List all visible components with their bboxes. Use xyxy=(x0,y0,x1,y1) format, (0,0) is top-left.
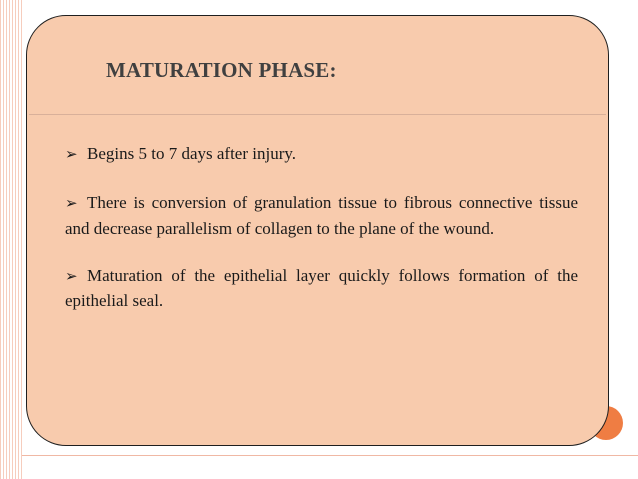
arrow-bullet-icon: ➢ xyxy=(65,268,78,285)
decorative-stripes xyxy=(0,0,22,479)
bullet-item xyxy=(65,191,578,240)
bullet-item xyxy=(65,142,578,168)
bullet-list xyxy=(65,142,578,336)
bullet-text: There is conversion of granulation tissue to fibrous connective tissue and decrease parallelism of collagen to the plane of the wound. xyxy=(65,193,578,238)
arrow-bullet-icon: ➢ xyxy=(65,147,78,163)
footer-divider xyxy=(22,455,638,456)
title-divider xyxy=(29,114,606,115)
bullet-text: Begins 5 to 7 days after injury. xyxy=(87,144,296,163)
bullet-item xyxy=(65,264,578,313)
arrow-bullet-icon: ➢ xyxy=(65,196,78,212)
bullet-text: Maturation of the epithelial layer quickly follows formation of the epithelial seal. xyxy=(65,265,578,310)
slide-title: MATURATION PHASE: xyxy=(106,58,337,82)
